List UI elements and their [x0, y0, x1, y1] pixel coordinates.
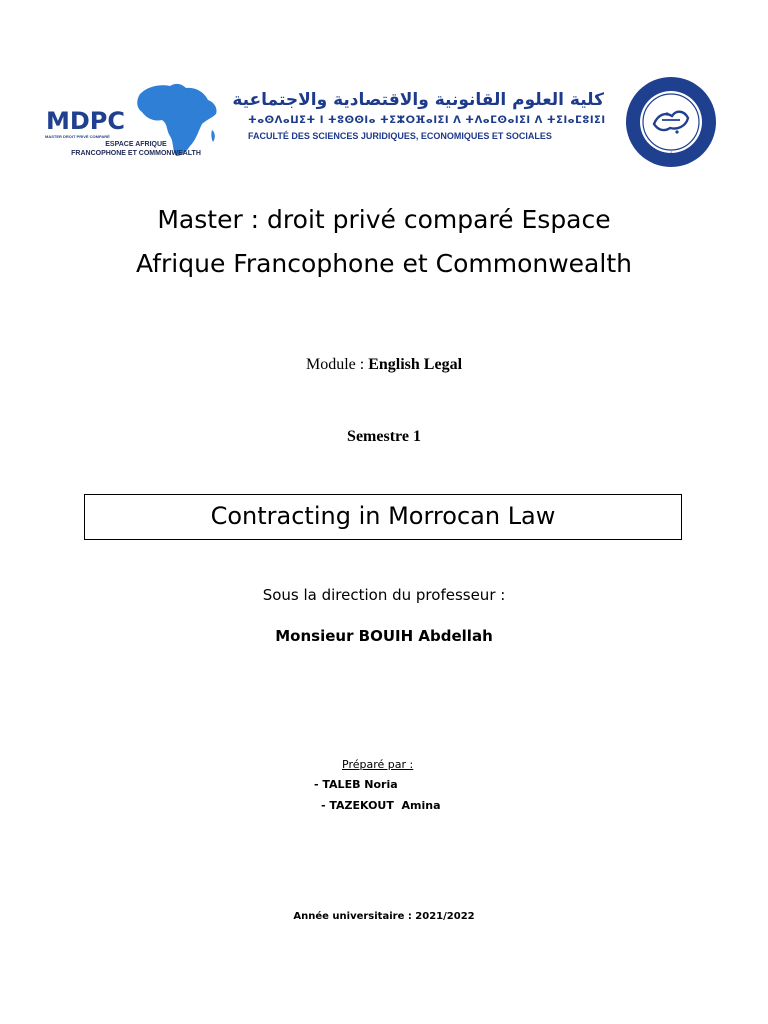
university-seal-icon — [620, 76, 722, 168]
faculty-name-tifinagh: ⵜⴰⵙⴷⴰⵡⵉⵜ ⵏ ⵜⵓⵙⵙⵏⴰ ⵜⵉⵣⵔⴼⴰⵏⵉⵏ ⴷ ⵜⴷⴰⵎⵙⴰⵏⵉⵏ ⴷ ⵜⵉⵏⴰⵎⵓⵏⵉⵏ — [248, 115, 606, 126]
mdpc-acronym: MDPC — [46, 107, 126, 135]
master-title-line1: Master : droit privé comparé Espace — [157, 205, 611, 234]
faculty-name-arabic: كلية العلوم القانونية والاقتصادية والاجتماعية — [232, 90, 604, 110]
university-seal-text: UNIVERSITÉ IBN ZOHR - AGADIR — [632, 90, 711, 162]
semestre-label: Semestre 1 — [347, 428, 421, 445]
module-value: English Legal — [368, 356, 463, 373]
subject-title: Contracting in Morrocan Law — [210, 501, 556, 530]
faculty-name-french: FACULTÉ DES SCIENCES JURIDIQUES, ECONOMIQUES ET SOCIALES — [248, 131, 552, 141]
direction-label: Sous la direction du professeur : — [262, 586, 506, 604]
academic-year: Année universitaire : 2021/2022 — [293, 911, 475, 922]
module-label: Module : — [305, 356, 365, 373]
author-name: - TAZEKOUT Amina — [321, 799, 441, 812]
university-seal — [620, 76, 722, 168]
mdpc-tagline: MASTER DROIT PRIVÉ COMPARÉ — [45, 134, 110, 139]
professor-name: Monsieur BOUIH Abdellah — [275, 627, 493, 645]
mdpc-logo — [36, 78, 236, 168]
mdpc-espace-line2: FRANCOPHONE ET COMMONWEALTH — [71, 150, 201, 157]
prepared-by-label: Préparé par : — [342, 758, 414, 771]
mdpc-espace-line1: ESPACE AFRIQUE — [105, 141, 167, 148]
author-name: - TALEB Noria — [314, 778, 398, 791]
subject-box — [84, 494, 682, 540]
mdpc-espace-label — [36, 140, 236, 158]
module-line — [0, 356, 768, 374]
faculty-logo — [232, 90, 608, 150]
header — [0, 0, 768, 180]
master-title — [0, 198, 768, 286]
master-title-line2: Afrique Francophone et Commonwealth — [136, 249, 632, 278]
